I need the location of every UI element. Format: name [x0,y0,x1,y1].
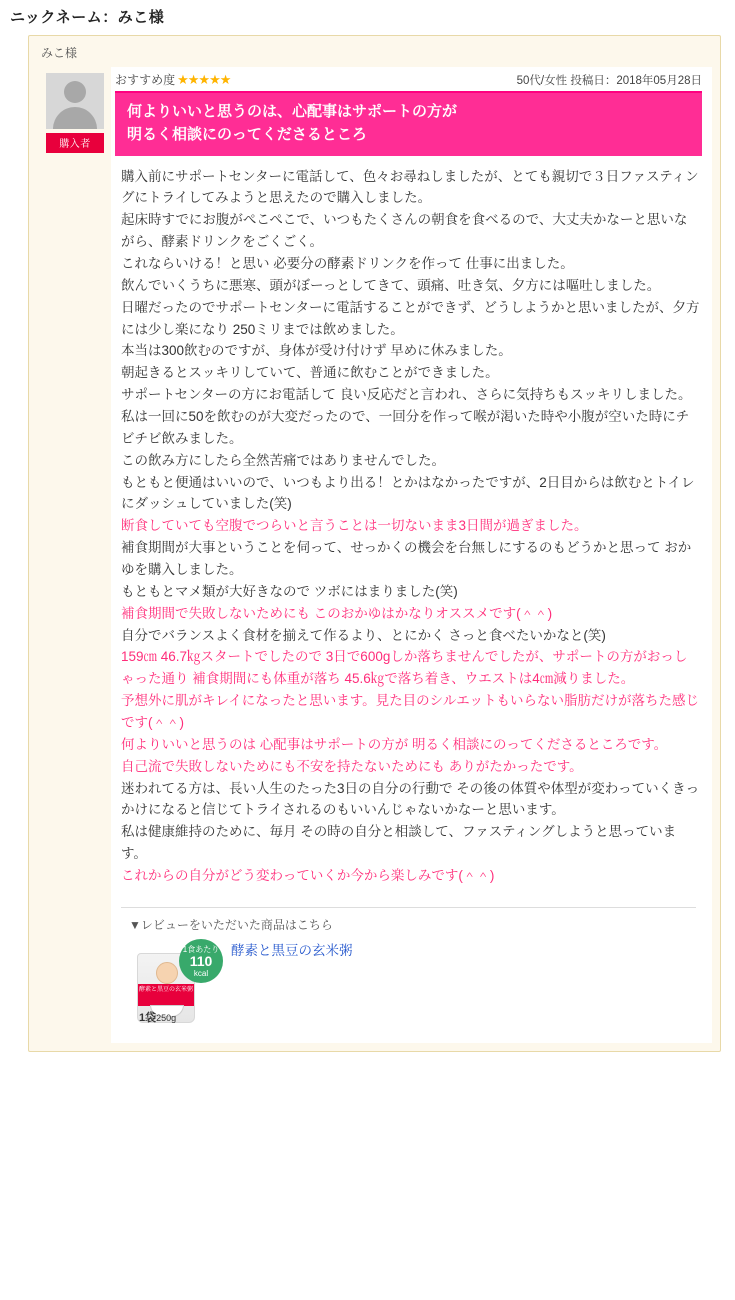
review-paragraph: もともとマメ類が大好きなので ツボにはまりました(笑) [121,583,458,599]
review-paragraph: サポートセンターの方にお電話して 良い反応だと言われ、さらに気持ちもスッキリしました。 [121,387,692,403]
calorie-badge-top: 1食あたり [182,944,220,954]
avatar-body-icon [53,107,97,129]
review-paragraph: 何よりいいと思うのは 心配事はサポートの方が 明るく相談にのってくださるところです。 [121,736,668,752]
reviewer-avatar-column [37,67,111,1043]
package-label: 酵素と黒豆の玄米粥 [138,986,193,993]
review-title [115,93,702,156]
review-paragraph: 購入前にサポートセンターに電話して、色々お尋ねしましたが、とても親切で３日ファスティングにトライしてみようと思えたので購入しました。 [121,168,699,206]
review-paragraph: これならいける！と思い 必要分の酵素ドリンクを作って 仕事に出ました。 [121,255,574,271]
review-text [115,156,702,893]
product-thumbnail[interactable] [129,937,225,1025]
package-quantity [139,1009,176,1025]
review-title-line-2: 明るく相談にのってくださるところ [127,126,367,144]
review-card [28,35,721,1052]
review-paragraph: 私は健康維持のために、毎月 その時の自分と相談して、ファスティングしようと思っています。 [121,824,677,862]
review-meta-info: 50代/女性 投稿日：2018年05月28日 [516,75,702,87]
review-paragraph: 迷われてる方は、長い人生のたった3日の自分の行動で その後の体質や体型が変わっていくきっかけになると信じてトライされるのもいいんじゃないかなーと思います。 [121,780,700,818]
reviewed-product-row [129,937,696,1025]
review-paragraph: 補食期間で失敗しないためにも このおかゆはかなりオススメです(＾＾) [121,605,553,621]
review-meta [115,71,702,93]
avatar [46,73,104,129]
rating-label: おすすめ度 [115,73,176,87]
review-paragraph: 断食していても空腹でつらいと言うことは一切ないまま3日間が過ぎました。 [121,518,588,534]
calorie-badge-value: 110 [189,953,213,970]
review-body [37,67,712,1043]
reviewed-product-caption: ▼レビューをいただいた商品はこちら [129,917,333,932]
page-title: ニックネーム：みこ様 [10,9,165,26]
status-badge: 購入者 [46,133,104,153]
review-paragraph: 起床時すでにお腹がぺこぺこで、いつもたくさんの朝食を食べるので、大丈夫かなーと思いながら、酵素ドリンクをごくごく。 [121,212,688,250]
review-paragraph: この飲み方にしたら全然苦痛ではありませんでした。 [121,452,445,468]
review-paragraph: 予想外に肌がキレイになったと思います。見た目のシルエットもいらない脂肪だけが落ちた感じです(＾＾) [121,693,700,730]
review-content [111,67,712,1043]
package-quantity-count: 1袋 [139,1011,157,1024]
review-paragraph: 日曜だったのでサポートセンターに電話することができず、どうしようかと思いましたが、夕方には少し楽になり 250ミリまでは飲めました。 [121,299,700,337]
package-quantity-unit: 250g [156,1012,177,1023]
review-paragraph: 159㎝ 46.7㎏スタートでしたので 3日で600gしか落ちませんでしたが、サポートの方がおっしゃった通り 補食期間にも体重が落ち 45.6㎏で落ち着き、ウエストは4㎝減りました。 [121,649,688,687]
calorie-badge-unit: kcal [193,968,209,978]
review-paragraph: 補食期間が大事ということを伺って、せっかくの機会を台無しにするのもどうかと思って おかゆを購入しました。 [121,540,692,577]
review-paragraph: 本当は300飲むのですが、身体が受け付けず 早めに休みました。 [121,343,512,359]
review-paragraph: 飲んでいくうちに悪寒、頭がぼーっとしてきて、頭痛、吐き気、夕方には嘔吐しました。 [121,277,661,293]
calorie-badge [179,939,223,983]
avatar-head-icon [64,81,86,103]
review-paragraph: これからの自分がどう変わっていくか今から楽しみです(＾＾) [121,868,495,883]
review-paragraph: もともと便通はいいので、いつもより出る！とかはなかったですが、2日目からは飲むとトイレにダッシュしていました(笑) [121,474,695,512]
review-paragraph: 私は一回に50を飲むのが大変だったので、一回分を作って喉が渇いた時や小腹が空いた時にチビチビ飲みました。 [121,408,690,446]
reviewer-name: みこ様 [41,46,78,60]
star-rating-icon: ★★★★★ [177,72,231,87]
review-paragraph: 自己流で失敗しないためにも不安を持たないためにも ありがたかったです。 [121,758,583,774]
review-paragraph: 自分でバランスよく食材を揃えて作るより、とにかく さっと食べたいかなと(笑) [121,627,606,643]
product-link[interactable]: 酵素と黒豆の玄米粥 [231,942,353,958]
reviewed-product [115,908,702,1039]
review-title-line-1: 何よりいいと思うのは、心配事はサポートの方が [127,103,458,120]
rating-group [115,71,230,88]
review-paragraph: 朝起きるとスッキリしていて、普通に飲むことができました。 [121,365,499,381]
package-character-icon [156,962,178,984]
